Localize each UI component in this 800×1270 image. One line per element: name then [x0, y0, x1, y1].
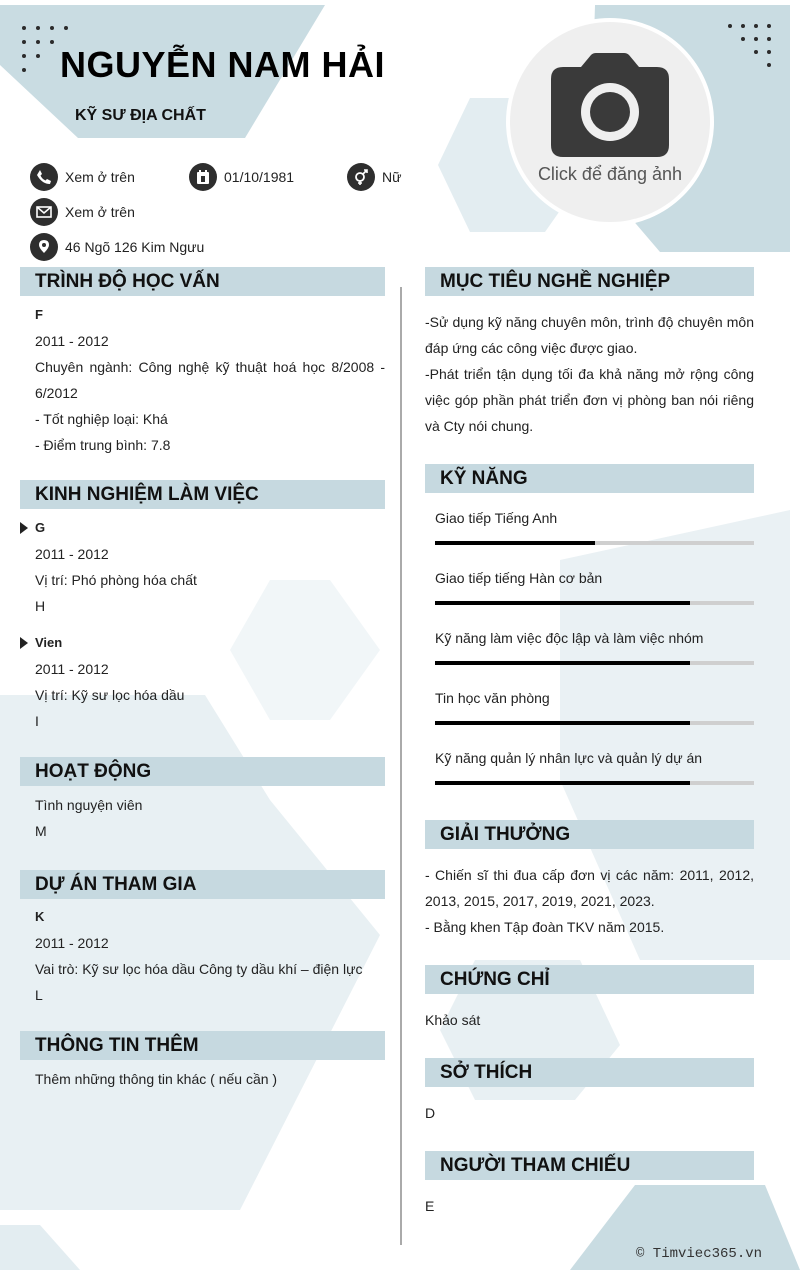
photo-upload[interactable] [510, 22, 710, 222]
projects-heading: DỰ ÁN THAM GIA [20, 870, 385, 899]
skill-bar-fill [435, 601, 690, 605]
skill-label: Kỹ năng quản lý nhân lực và quản lý dự án [435, 750, 703, 766]
objective-line: -Phát triển tận dụng tối đa khả năng mở rộng công [425, 366, 754, 382]
education-major-line1: Chuyên ngành: Công nghệ kỹ thuật hoá học 8/2008 - [35, 359, 385, 375]
phone-text: Xem ở trên [65, 169, 135, 185]
skill-label: Giao tiếp tiếng Hàn cơ bản [435, 570, 603, 586]
activities-heading: HOẠT ĐỘNG [20, 757, 385, 786]
gender-text: Nữ [382, 169, 402, 185]
skill-item [435, 510, 754, 570]
objective-line: đáp ứng các công việc được giao. [425, 340, 638, 356]
phone-icon [30, 163, 58, 191]
education-grade: - Tốt nghiệp loại: Khá [35, 411, 168, 427]
awards-heading: GIẢI THƯỞNG [425, 820, 754, 849]
projects-section [35, 904, 385, 1008]
hobbies-text: D [425, 1105, 436, 1121]
activities-section [35, 792, 385, 844]
skill-bar-track [435, 661, 754, 665]
hobbies-section [425, 1100, 754, 1126]
education-period: 2011 - 2012 [35, 333, 109, 349]
skill-item [435, 570, 754, 630]
project-detail: L [35, 987, 43, 1003]
experience-position: Vị trí: Phó phòng hóa chất [35, 572, 197, 588]
award-line: 2013, 2015, 2017, 2019, 2021, 2023. [425, 893, 655, 909]
bullet-marker-icon [20, 637, 28, 649]
contact-phone [30, 163, 135, 191]
education-section [35, 302, 385, 458]
skills-section [435, 510, 754, 810]
skill-bar-fill [435, 541, 595, 545]
activities-detail: M [35, 823, 47, 839]
awards-section [425, 862, 754, 940]
skill-bar-track [435, 781, 754, 785]
education-gpa: - Điểm trung bình: 7.8 [35, 437, 171, 453]
gender-icon [347, 163, 375, 191]
objective-line: việc góp phần phát triển đơn vị phòng ban nói riêng [425, 392, 754, 408]
skill-label: Kỹ năng làm việc độc lập và làm việc nhóm [435, 630, 704, 646]
hobbies-heading: SỞ THÍCH [425, 1058, 754, 1087]
address-text: 46 Ngõ 126 Kim Ngưu [65, 239, 205, 255]
skill-bar-fill [435, 661, 690, 665]
contact-email [30, 198, 135, 226]
experience-item [20, 515, 385, 619]
education-heading: TRÌNH ĐỘ HỌC VẤN [20, 267, 385, 296]
photo-upload-label: Click để đăng ảnh [537, 164, 683, 184]
project-role: Vai trò: Kỹ sư lọc hóa dầu Công ty dầu khí – điện lực [35, 961, 363, 977]
additional-section [35, 1066, 385, 1092]
dot-grid-right [728, 24, 774, 70]
objective-heading: MỤC TIÊU NGHỀ NGHIỆP [425, 267, 754, 296]
experience-period: 2011 - 2012 [35, 546, 109, 562]
certificate-text: Khảo sát [425, 1012, 481, 1028]
project-name: K [35, 909, 45, 924]
education-school: F [35, 307, 43, 322]
skills-heading: KỸ NĂNG [425, 464, 754, 493]
experience-position: Vị trí: Kỹ sư lọc hóa dầu [35, 687, 185, 703]
contact-birthday [189, 163, 294, 191]
skill-bar-track [435, 541, 754, 545]
experience-period: 2011 - 2012 [35, 661, 109, 677]
award-line: - Chiến sĩ thi đua cấp đơn vị các năm: 2011, 2012, [425, 867, 754, 883]
experience-detail: I [35, 713, 39, 729]
certificates-section [425, 1007, 754, 1033]
column-divider [400, 287, 402, 1245]
contact-gender [347, 163, 401, 191]
contact-address [30, 233, 204, 261]
birthday-text: 01/10/1981 [224, 169, 295, 185]
skill-label: Tin học văn phòng [435, 690, 550, 706]
skill-item [435, 690, 754, 750]
footer-copyright: © Timviec365.vn [636, 1246, 763, 1262]
experience-item [20, 630, 385, 734]
experience-company: Vien [35, 635, 63, 650]
skill-item [435, 630, 754, 690]
objective-section [425, 309, 754, 439]
bullet-marker-icon [20, 522, 28, 534]
additional-text: Thêm những thông tin khác ( nếu cần ) [35, 1071, 278, 1087]
award-line: - Bằng khen Tập đoàn TKV năm 2015. [425, 919, 665, 935]
activities-role: Tình nguyện viên [35, 797, 143, 813]
skill-item [435, 750, 754, 810]
skill-label: Giao tiếp Tiếng Anh [435, 510, 558, 526]
email-icon [30, 198, 58, 226]
objective-line: và Cty nói chung. [425, 418, 534, 434]
email-text: Xem ở trên [65, 204, 135, 220]
candidate-name: NGUYỄN NAM HẢI [60, 44, 386, 85]
camera-icon [551, 53, 669, 157]
references-section [425, 1193, 754, 1219]
references-text: E [425, 1198, 435, 1214]
experience-detail: H [35, 598, 46, 614]
experience-company: G [35, 520, 46, 535]
location-pin-icon [30, 233, 58, 261]
skill-bar-fill [435, 781, 690, 785]
calendar-icon [189, 163, 217, 191]
skill-bar-track [435, 601, 754, 605]
references-heading: NGƯỜI THAM CHIẾU [425, 1151, 754, 1180]
skill-bar-track [435, 721, 754, 725]
project-period: 2011 - 2012 [35, 935, 109, 951]
education-major-line2: 6/2012 [35, 385, 78, 401]
additional-heading: THÔNG TIN THÊM [20, 1031, 385, 1060]
skill-bar-fill [435, 721, 690, 725]
job-title: KỸ SƯ ĐỊA CHẤT [75, 107, 206, 124]
certificates-heading: CHỨNG CHỈ [425, 965, 754, 994]
objective-line: -Sử dụng kỹ năng chuyên môn, trình độ chuyên môn [425, 314, 754, 330]
experience-heading: KINH NGHIỆM LÀM VIỆC [20, 480, 385, 509]
